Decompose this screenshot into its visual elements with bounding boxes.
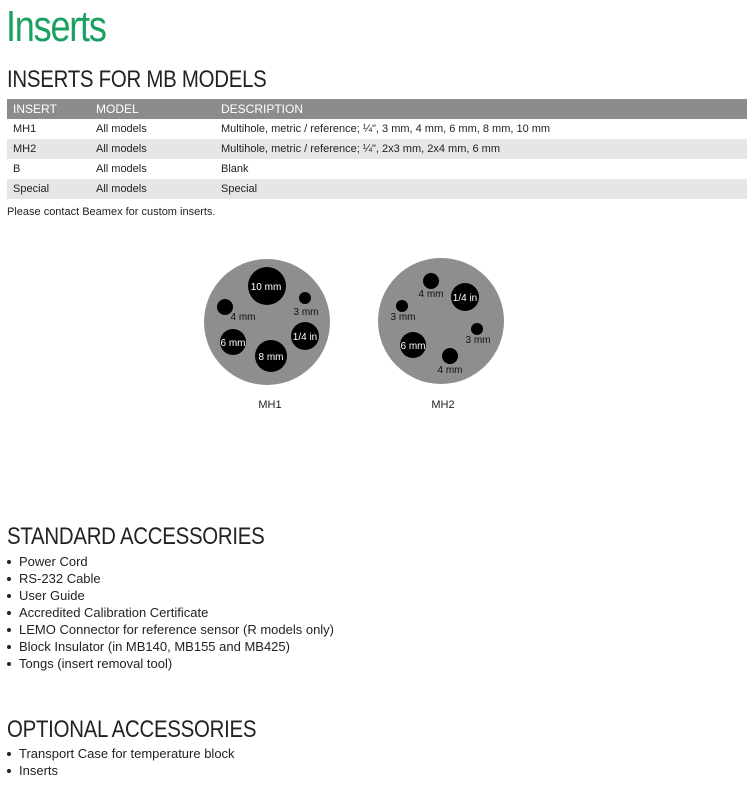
cell-model: All models	[90, 159, 215, 179]
mh2-hole-3mm-right	[471, 323, 483, 335]
cell-insert: MH1	[7, 119, 90, 139]
cell-model: All models	[90, 119, 215, 139]
cell-model: All models	[90, 139, 215, 159]
mh1-label-4mm: 4 mm	[230, 312, 256, 323]
mh2-label-3mm-left: 3 mm	[390, 312, 416, 323]
mh1-label-6mm: 6 mm	[220, 338, 246, 349]
mh2-label-4mm-bottom: 4 mm	[437, 365, 463, 376]
cell-description: Multihole, metric / reference; ¼", 3 mm, 4 mm, 6 mm, 8 mm, 10 mm	[215, 119, 747, 139]
cell-description: Special	[215, 179, 747, 199]
mh1-label-10mm: 10 mm	[250, 282, 282, 293]
mh2-label-3mm-right: 3 mm	[465, 335, 491, 346]
mh2-hole-3mm-left	[396, 300, 408, 312]
cell-description: Multihole, metric / reference; ¼", 2x3 mm, 2x4 mm, 6 mm	[215, 139, 747, 159]
mh1-label-3mm: 3 mm	[293, 307, 319, 318]
list-item: Block Insulator (in MB140, MB155 and MB425)	[7, 638, 334, 655]
cell-model: All models	[90, 179, 215, 199]
standard-accessories-list	[7, 553, 334, 672]
list-item: Accredited Calibration Certificate	[7, 604, 334, 621]
mh1-diagram	[204, 259, 330, 411]
standard-accessories-title: STANDARD ACCESSORIES	[7, 523, 265, 550]
mh2-diagram	[378, 258, 504, 411]
cell-insert: Special	[7, 179, 90, 199]
page-title: Inserts	[6, 2, 106, 51]
mh1-hole-3mm	[299, 292, 311, 304]
mh2-hole-4mm-top	[423, 273, 439, 289]
list-item: LEMO Connector for reference sensor (R models only)	[7, 621, 334, 638]
list-item: User Guide	[7, 587, 334, 604]
mh2-label-quarter-inch: 1/4 in	[452, 293, 478, 304]
optional-accessories-list	[7, 745, 235, 779]
column-header-model: MODEL	[90, 99, 215, 119]
cell-insert: B	[7, 159, 90, 179]
mh2-caption: MH2	[431, 399, 455, 411]
list-item: Tongs (insert removal tool)	[7, 655, 334, 672]
mh1-caption: MH1	[258, 399, 282, 411]
optional-accessories-title: OPTIONAL ACCESSORIES	[7, 716, 257, 743]
mh2-label-6mm: 6 mm	[400, 341, 426, 352]
column-header-insert: INSERT	[7, 99, 90, 119]
mh1-label-quarter-inch: 1/4 in	[292, 332, 318, 343]
list-item: RS-232 Cable	[7, 570, 334, 587]
cell-description: Blank	[215, 159, 747, 179]
list-item: Power Cord	[7, 553, 334, 570]
column-header-description: DESCRIPTION	[215, 99, 747, 119]
list-item: Inserts	[7, 762, 235, 779]
mh2-hole-4mm-bottom	[442, 348, 458, 364]
cell-insert: MH2	[7, 139, 90, 159]
list-item: Transport Case for temperature block	[7, 745, 235, 762]
custom-inserts-note: Please contact Beamex for custom inserts.	[7, 206, 216, 218]
inserts-section-title: INSERTS FOR MB MODELS	[7, 66, 267, 93]
mh2-label-4mm-top: 4 mm	[418, 289, 444, 300]
mh1-label-8mm: 8 mm	[258, 352, 284, 363]
